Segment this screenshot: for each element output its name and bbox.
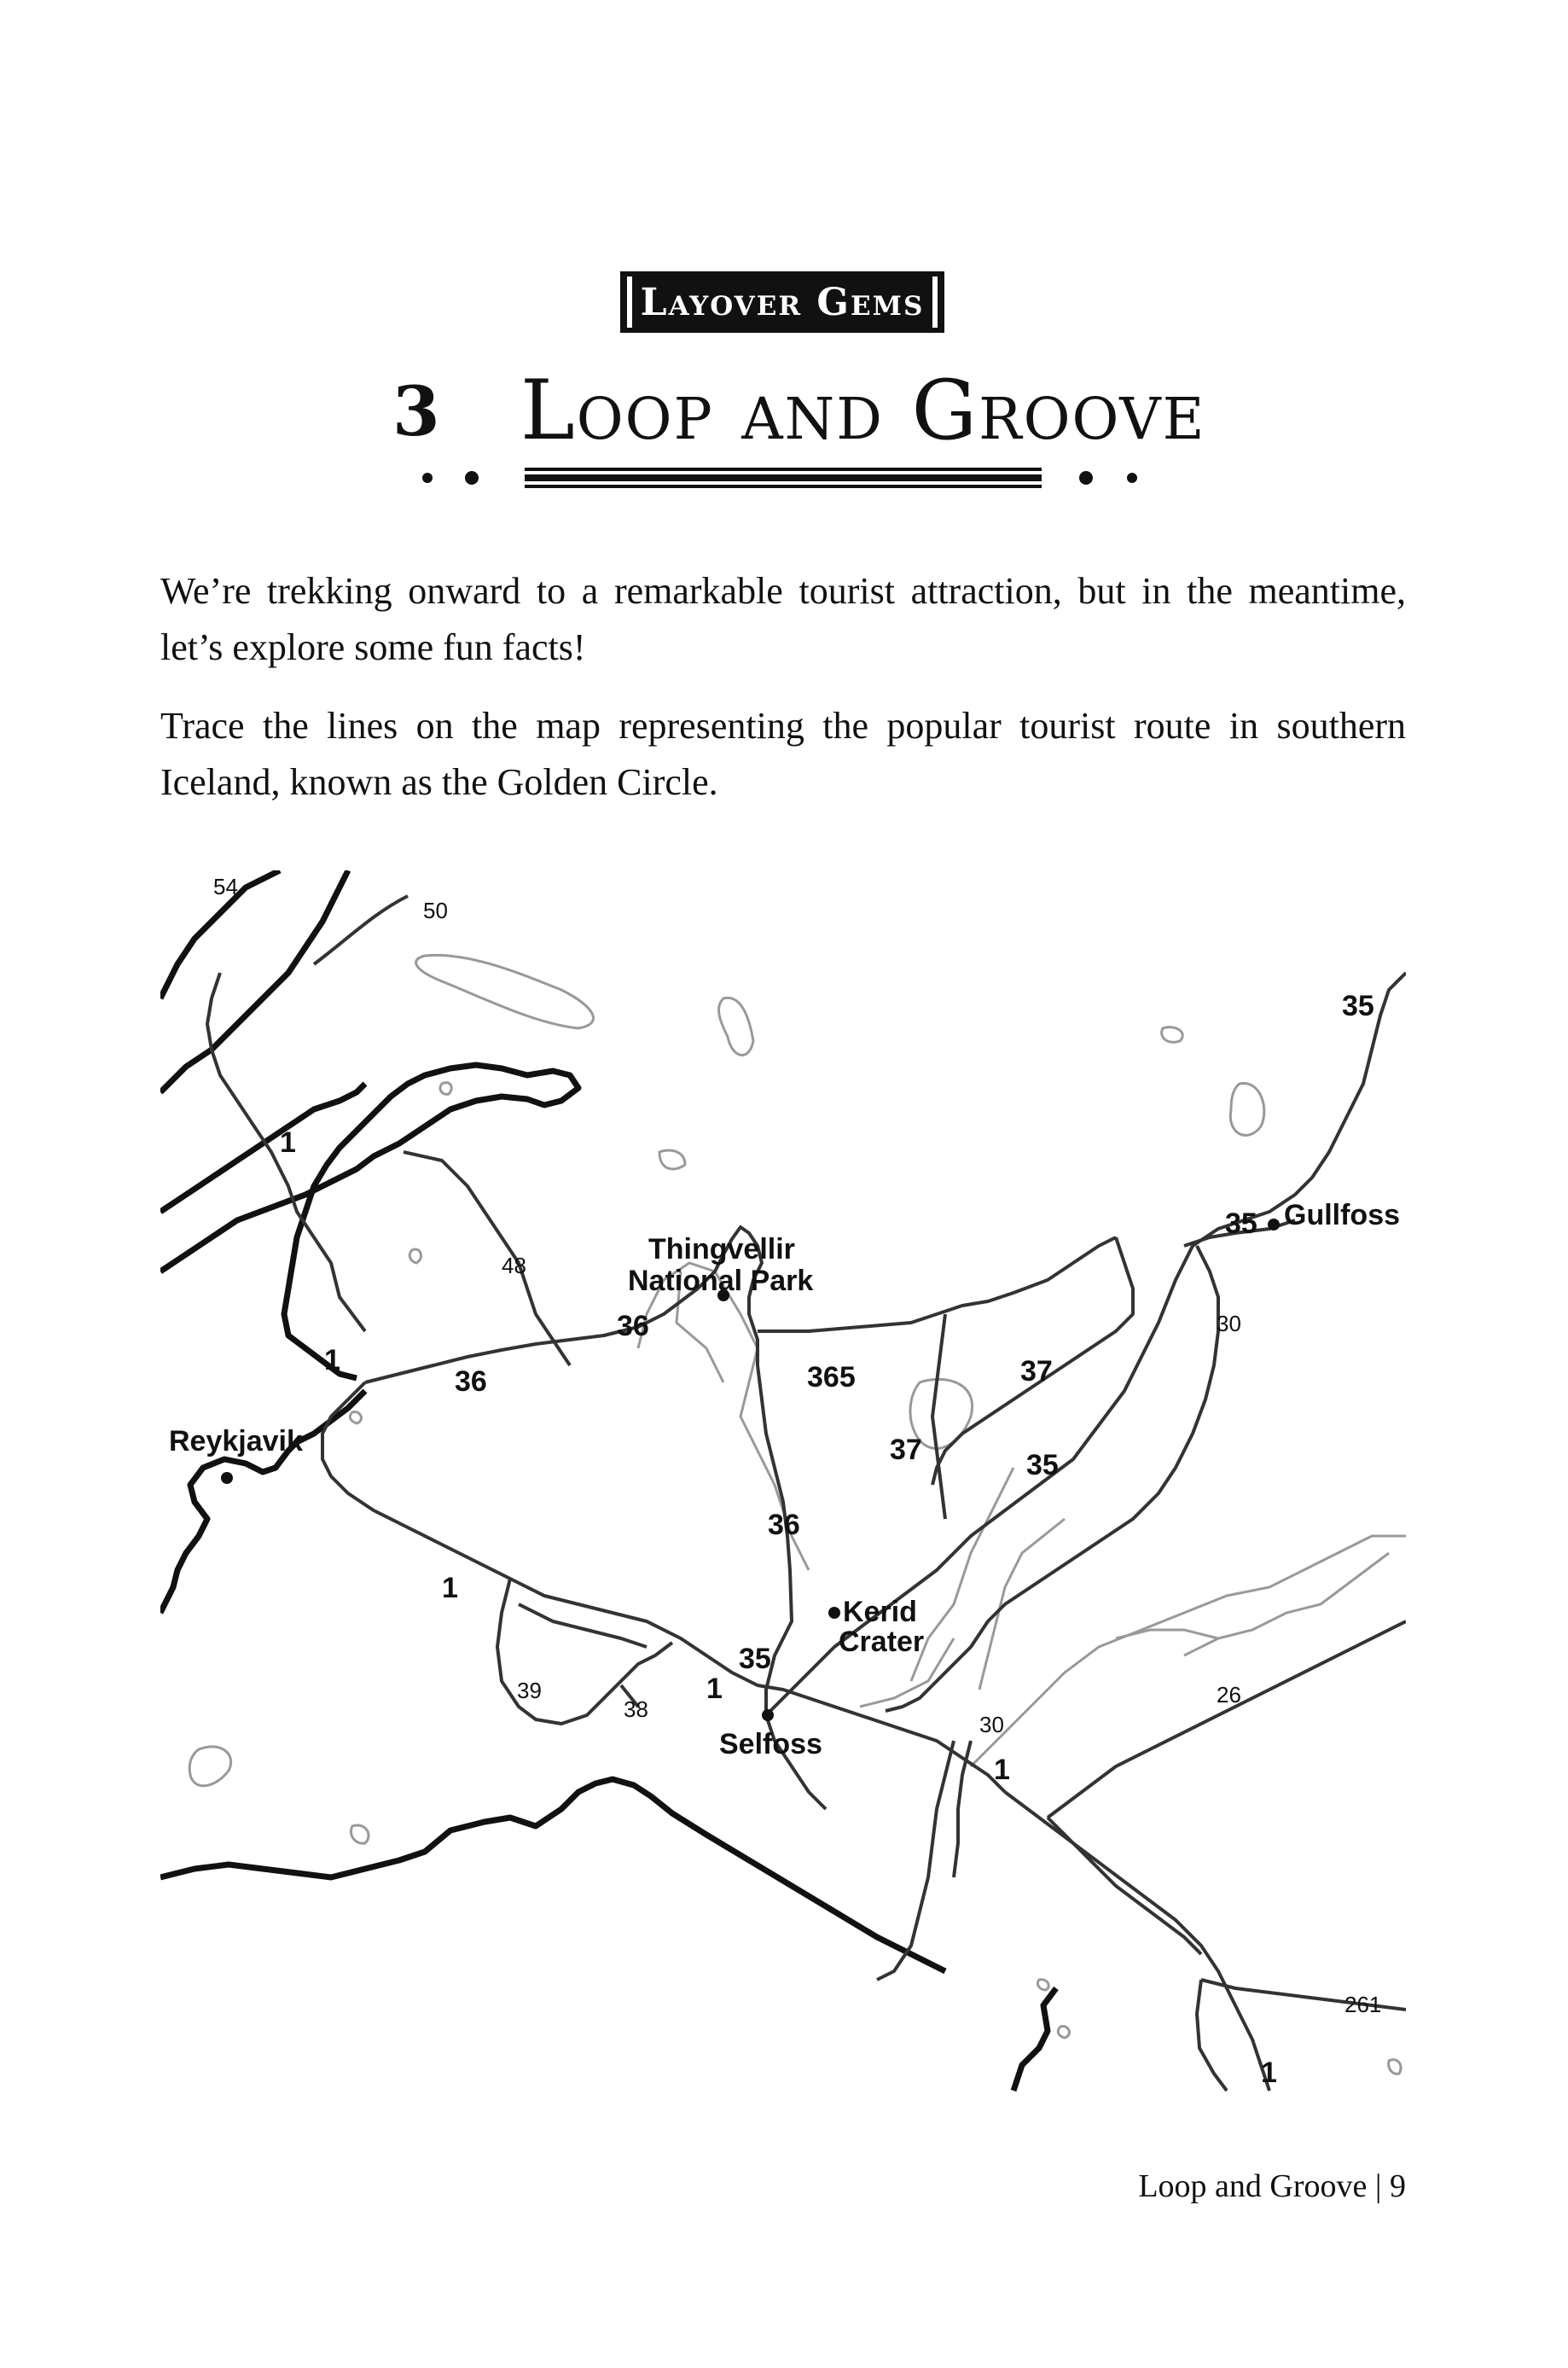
ornament-dot xyxy=(465,471,479,485)
reykjavik-dot xyxy=(221,1472,233,1484)
route-37-label: 37 xyxy=(1020,1355,1053,1388)
route-37-label: 37 xyxy=(890,1434,922,1466)
river-path xyxy=(1184,1553,1389,1655)
intro-paragraph: We’re trekking onward to a remarkable tourist attraction, but in the meantime, let’s explore some fun facts! xyxy=(160,570,1406,668)
river-path xyxy=(979,1519,1065,1690)
gullfoss-dot xyxy=(1268,1219,1280,1231)
road-26 xyxy=(1048,1621,1406,1818)
route-36-label: 36 xyxy=(768,1509,800,1541)
road-1-east xyxy=(1005,1792,1269,2091)
route-35-label: 35 xyxy=(1342,990,1374,1022)
route-1-label: 1 xyxy=(324,1344,340,1376)
lake-shape xyxy=(659,1150,685,1169)
thingvellir-label-2: National Park xyxy=(628,1265,814,1297)
road-39-east xyxy=(519,1604,647,1647)
coastline xyxy=(160,1065,578,1378)
page-number: 9 xyxy=(1390,2168,1406,2204)
route-36-label: 36 xyxy=(455,1365,487,1398)
minor-route-labels xyxy=(213,874,1381,2017)
lake-shape xyxy=(350,1412,361,1423)
lake-shape xyxy=(1037,1980,1048,1990)
badge-label: Layover Gems xyxy=(640,280,925,324)
route-1-label: 1 xyxy=(280,1126,296,1159)
road-36 xyxy=(365,1227,792,1715)
route-36-label: 36 xyxy=(617,1310,649,1342)
route-35-label: 35 xyxy=(1225,1207,1257,1240)
ornament-dot xyxy=(1127,473,1137,483)
route-54-label: 54 xyxy=(213,874,238,899)
chapter-number: 3 xyxy=(392,371,440,451)
ornament-rule xyxy=(525,474,1042,481)
gullfoss-label: Gullfoss xyxy=(1284,1199,1401,1231)
lake-shape xyxy=(440,1083,451,1095)
road-1-bottom xyxy=(1197,1980,1227,2091)
lake-shape xyxy=(1058,2027,1069,2038)
lake-shape xyxy=(189,1747,230,1786)
river-path xyxy=(911,1468,1013,1681)
route-1-label: 1 xyxy=(994,1754,1010,1786)
chapter-title: Loop and Groove xyxy=(520,363,1206,458)
lake-shape xyxy=(416,955,594,1028)
route-30-label: 30 xyxy=(979,1712,1004,1737)
selfoss-dot xyxy=(762,1709,774,1721)
map-svg xyxy=(160,870,1406,2095)
route-1-label: 1 xyxy=(1261,2057,1277,2089)
major-route-labels xyxy=(280,990,1374,2089)
kerid-dot xyxy=(828,1607,840,1619)
footer-separator: | xyxy=(1374,2168,1382,2204)
road-48 xyxy=(404,1152,570,1365)
coastline xyxy=(160,1391,365,1613)
thingvellir-label: Thingvellir xyxy=(648,1233,795,1265)
lake-shape xyxy=(409,1249,421,1263)
route-38-label: 38 xyxy=(624,1696,648,1722)
road-37 xyxy=(932,1314,945,1519)
route-26-label: 26 xyxy=(1217,1682,1241,1708)
coastline xyxy=(160,1084,365,1212)
lake-shape xyxy=(351,1825,369,1843)
kerid-label-2: Crater xyxy=(839,1626,925,1658)
reykjavik-label: Reykjavik xyxy=(169,1425,303,1457)
ornament-rule xyxy=(525,468,1042,471)
coastline xyxy=(160,870,348,1092)
ornament-dot xyxy=(1079,471,1093,485)
instruction-paragraph: Trace the lines on the map representing the popular tourist route in southern Iceland, known as the Golden Circle. xyxy=(160,705,1406,803)
route-1-label: 1 xyxy=(442,1572,458,1604)
route-261-label: 261 xyxy=(1344,1992,1382,2017)
kerid-label: Kerid xyxy=(843,1596,917,1628)
selfoss-label: Selfoss xyxy=(719,1728,822,1760)
ornament-dot xyxy=(422,473,433,483)
lake-shape xyxy=(1230,1084,1263,1136)
coastline xyxy=(1013,1988,1056,2091)
coastline xyxy=(160,1779,945,1971)
river-path xyxy=(1116,1630,1218,1638)
route-39-label: 39 xyxy=(517,1678,542,1703)
route-30-label: 30 xyxy=(1217,1311,1241,1336)
section-badge xyxy=(620,271,944,333)
lake-shape xyxy=(719,998,753,1055)
page-footer xyxy=(1138,2167,1406,2205)
route-48-label: 48 xyxy=(502,1253,526,1278)
route-35-label: 35 xyxy=(739,1643,771,1675)
route-35-label: 35 xyxy=(1026,1449,1059,1481)
title-ornament xyxy=(422,459,1147,493)
road-coastal xyxy=(1048,1818,1201,1954)
route-1-label: 1 xyxy=(706,1673,723,1705)
chapter-heading xyxy=(392,363,1206,458)
lake-shape xyxy=(1389,2060,1401,2074)
running-title: Loop and Groove xyxy=(1138,2168,1368,2204)
roads-layer xyxy=(207,896,1406,2091)
ornament-rule xyxy=(525,485,1042,488)
lake-shape xyxy=(1162,1027,1183,1043)
golden-circle-map xyxy=(160,870,1406,2095)
route-50-label: 50 xyxy=(423,898,448,923)
route-365-label: 365 xyxy=(807,1361,856,1393)
